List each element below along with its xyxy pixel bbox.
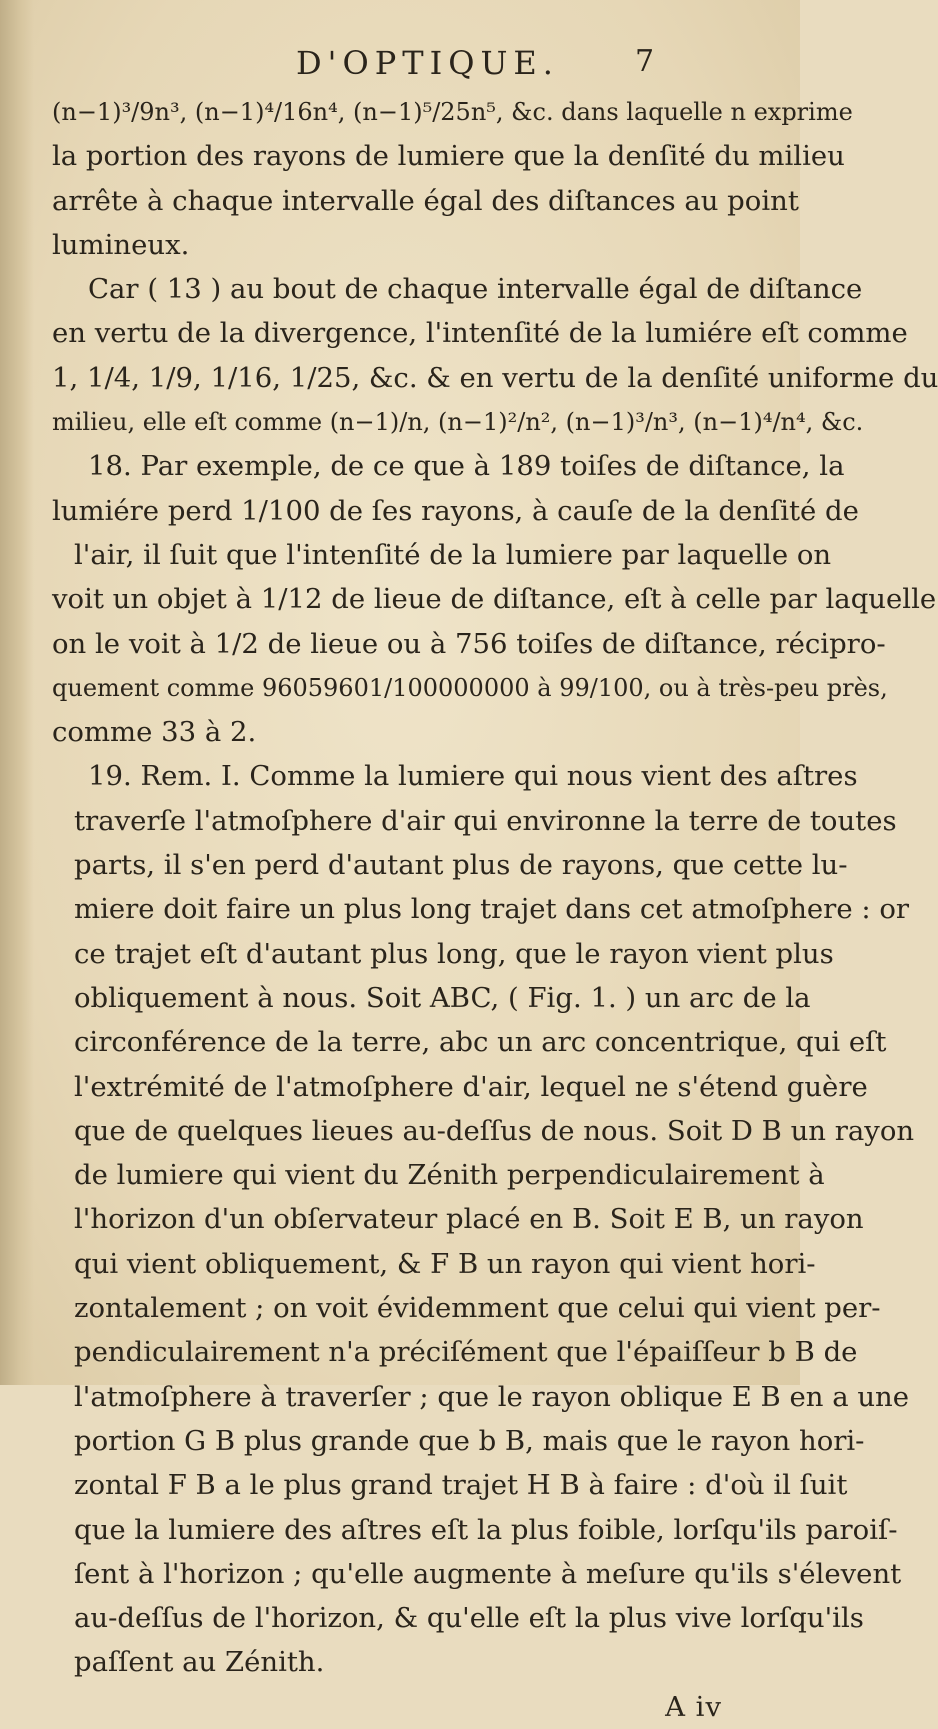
text-line: ſent à l'horizon ; qu'elle augmente à meſure qu'ils s'élevent — [74, 1557, 902, 1590]
text-line: au-deſſus de l'horizon, & qu'elle eſt la plus vive lorſqu'ils — [74, 1602, 864, 1635]
text-line: Car ( 13 ) au bout de chaque intervalle égal de diſtance — [88, 273, 863, 306]
text-line: que la lumiere des aſtres eſt la plus foible, lorſqu'ils paroiſ- — [74, 1513, 898, 1546]
text-line: 1, 1/4, 1/9, 1/16, 1/25, &c. & en vertu de la denſité uniforme du — [52, 361, 938, 394]
text-line: parts, il s'en perd d'autant plus de rayons, que cette lu- — [74, 849, 848, 882]
text-line: obliquement à nous. Soit ABC, ( Fig. 1. ) un arc de la — [74, 981, 811, 1014]
text-line: portion G B plus grande que b B, mais que le rayon hori- — [74, 1424, 865, 1457]
text-line: l'extrémité de l'atmoſphere d'air, lequel ne s'étend guère — [74, 1070, 868, 1103]
text-line: en vertu de la divergence, l'intenſité de la lumiére eſt comme — [52, 317, 908, 350]
text-line: que de quelques lieues au-deſſus de nous. Soit D B un rayon — [74, 1114, 915, 1147]
page-number: 7 — [635, 44, 655, 79]
text-line: lumineux. — [52, 228, 190, 261]
text-line: comme 33 à 2. — [52, 716, 257, 749]
text-line: 19. Rem. I. Comme la lumiere qui nous vient des aſtres — [88, 760, 858, 793]
text-line: paſſent au Zénith. — [74, 1646, 325, 1679]
text-line: qui vient obliquement, & F B un rayon qui vient hori- — [74, 1247, 816, 1280]
text-line: l'atmoſphere à traverſer ; que le rayon oblique E B en a une — [74, 1380, 910, 1413]
text-line: de lumiere qui vient du Zénith perpendiculairement à — [74, 1159, 825, 1192]
page-gutter-shadow — [0, 0, 34, 1385]
text-line: quement comme 96059601/100000000 à 99/100, ou à très-peu près, — [52, 673, 888, 702]
body-text — [52, 90, 938, 1729]
text-line: lumiére perd 1/100 de ſes rayons, à cauſe de la denſité de — [52, 494, 859, 527]
text-line: on le voit à 1/2 de lieue ou à 756 toiſes de diſtance, récipro- — [52, 627, 886, 660]
text-line: la portion des rayons de lumiere que la denſité du milieu — [52, 140, 845, 173]
text-line: arrête à chaque intervalle égal des diſtances au point — [52, 184, 799, 217]
text-line: miere doit faire un plus long trajet dans cet atmoſphere : or — [74, 893, 910, 926]
text-line: circonférence de la terre, abc un arc concentrique, qui eſt — [74, 1026, 887, 1059]
running-title: D'OPTIQUE. — [296, 44, 559, 82]
text-line: traverſe l'atmoſphere d'air qui environne la terre de toutes — [74, 804, 897, 837]
text-line: l'horizon d'un obſervateur placé en B. Soit E B, un rayon — [74, 1203, 864, 1236]
text-line: zontal F B a le plus grand trajet H B à faire : d'où il ſuit — [74, 1469, 848, 1502]
text-line: 18. Par exemple, de ce que à 189 toiſes de diſtance, la — [88, 450, 845, 483]
text-line: l'air, il ſuit que l'intenſité de la lumiere par laquelle on — [74, 538, 832, 571]
text-line: pendiculairement n'a préciſément que l'épaiſſeur b B de — [74, 1336, 858, 1369]
text-line: milieu, elle eſt comme (n−1)/n, (n−1)²/n², (n−1)³/n³, (n−1)⁴/n⁴, &c. — [52, 408, 864, 437]
page-header — [0, 44, 800, 84]
text-line: ce trajet eſt d'autant plus long, que le rayon vient plus — [74, 937, 834, 970]
text-line: (n−1)³/9n³, (n−1)⁴/16n⁴, (n−1)⁵/25n⁵, &c. dans laquelle n exprime — [52, 98, 853, 126]
text-line: voit un objet à 1/12 de lieue de diſtance, eſt à celle par laquelle — [52, 583, 937, 616]
catchword: A iv — [665, 1690, 722, 1723]
text-line: zontalement ; on voit évidemment que celui qui vient per- — [74, 1292, 881, 1325]
